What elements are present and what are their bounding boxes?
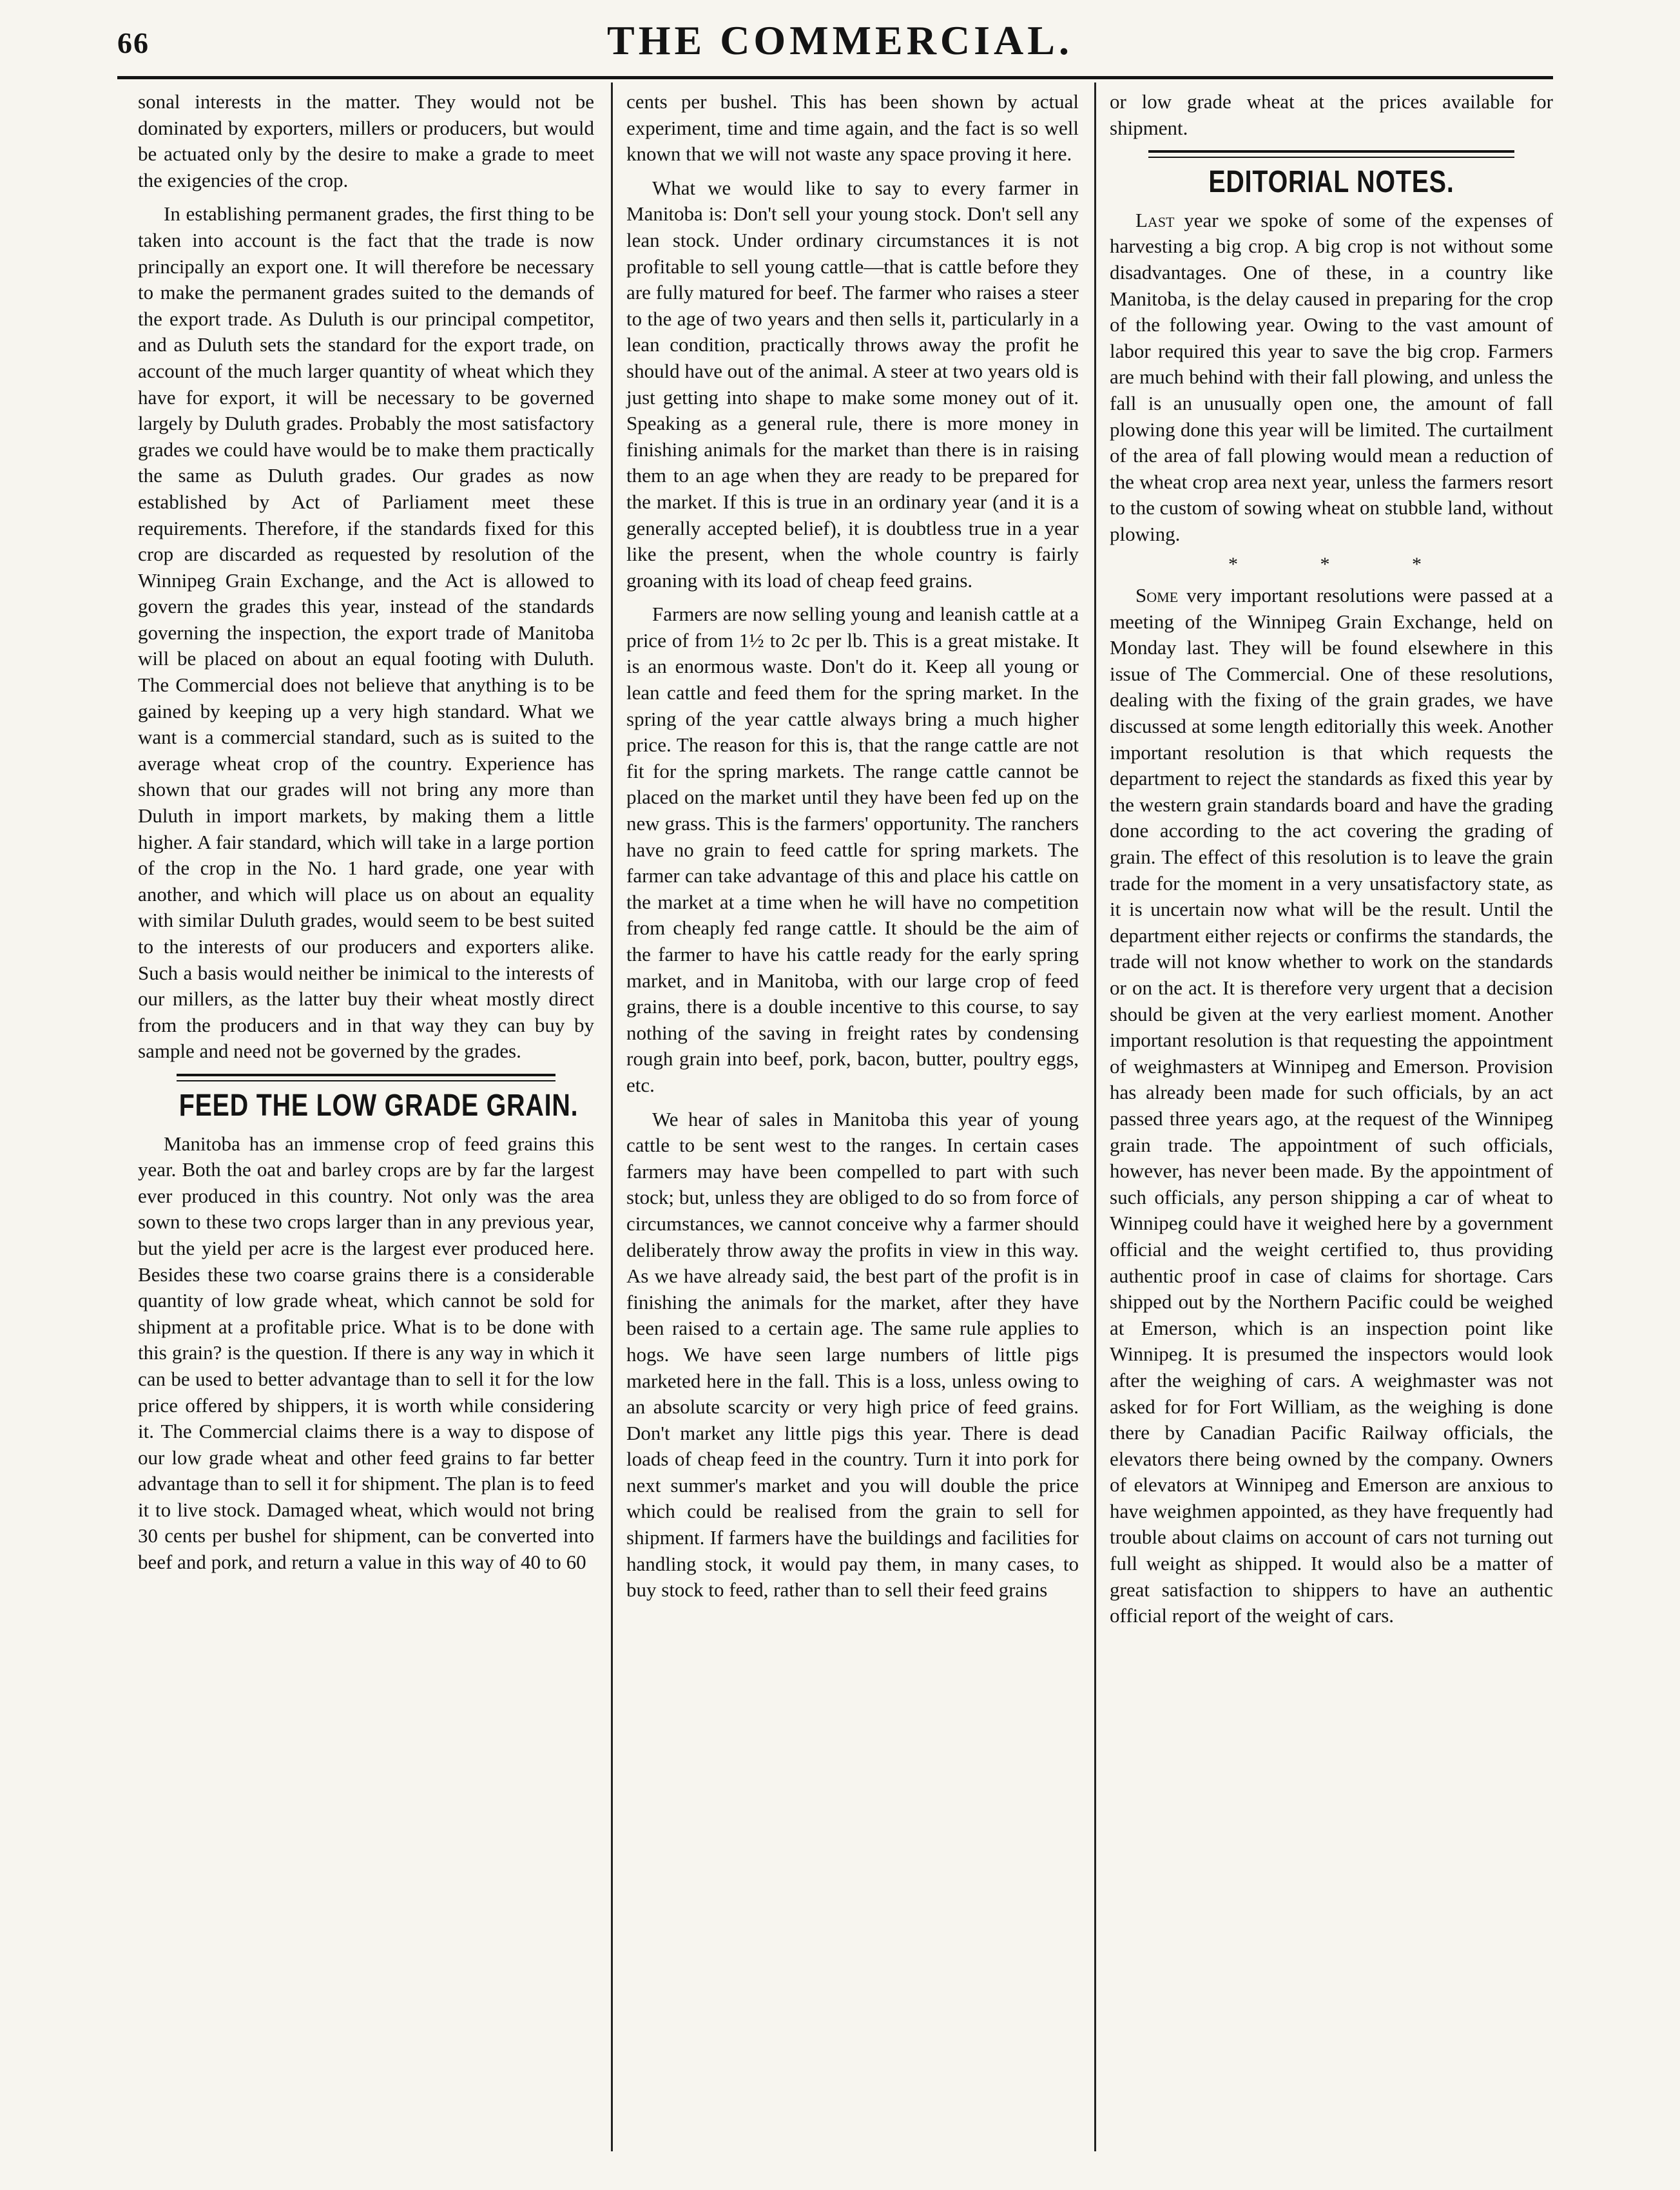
col2-paragraph-2: What we would like to say to every farmer in Manitoba is: Don't sell your young stock. Don't sell any lean stock. Under ordinary circumstances it is not profitable to sell young cattle—that is cattle before they are fully matured for beef. The farmer who raises a steer to the age of two years and then sells it, particularly in a lean condition, practically throws away the profit he should have out of the animal. A steer at two years old is just getting into shape to make some money out of it. Speaking as a general rule, there is more money in finishing animals for the market than there is in raising them to an age when they are ready to be prepared for the market. If this is true in an ordinary year (and it is a generally accepted belief), it is doubtless true in a year like the present, when the whole country is fairly groaning with its load of cheap feed grains. xyxy=(626,176,1079,592)
column-rule-right xyxy=(1094,82,1096,2151)
col2-paragraph-3: Farmers are now selling young and leanish cattle at a price of from 1½ to 2c per lb. This is a great mistake. It is an enormous waste. Don't do it. Keep all young or lean cattle and feed them for the spring market. In the spring of the year cattle always bring a much higher price. The reason for this is, that the range cattle are not fit for the spring markets. The range cattle cannot be placed on the market until they have been fed up on the new grass. This is the farmers' opportunity. The ranchers have no grain to feed cattle for spring markets. The farmer can take advantage of this and place his cattle on the market at a time when he will have no competition from cheaply fed range cattle. It should be the aim of the farmer to have his cattle ready for the early spring market, and in Manitoba, with our large crop of feed grains, there is a double incentive to this course, to say nothing of the saving in freight rates by condensing rough grain into beef, pork, bacon, butter, poultry eggs, etc. xyxy=(626,603,1079,1096)
col1-paragraph-3: Manitoba has an immense crop of feed grains this year. Both the oat and barley crops are by far the largest ever produced in this country. Not only was the area sown to these two crops larger than in any previous year, but the yield per acre is the largest ever produced here. Besides these two coarse grains there is a considerable quantity of low grade wheat, which cannot be sold for shipment at a profitable price. What is to be done with this grain? is the question. If there is any way in which it can be used to better advantage than to sell it for the low price offered by shippers, it is worth while considering it. The Commercial claims there is a way to dispose of our low grade wheat and other feed grains to far better advantage than to sell it for shipment. The plan is to feed it to live stock. Damaged wheat, which would not bring 30 cents per bushel for shipment, can be converted into beef and pork, and return a value in this way of 40 to 60 xyxy=(138,1132,594,1574)
lead-word: Some xyxy=(1135,584,1179,607)
masthead-rule xyxy=(117,76,1553,79)
col1-paragraph-2: In establishing permanent grades, the first thing to be taken into account is the fact that the trade is now principally an export one. It will therefore be necessary to make the permanent grades suited to the demands of the export trade. As Duluth is our principal competitor, and as Duluth sets the standard for the export trade, on account of the much larger quantity of wheat which they have for export, it will be necessary to be governed largely by Duluth grades. Probably the most satisfactory grades we could have would be to make them practically the same as Duluth grades. Our grades as now established by Act of Parliament meet these requirements. Therefore, if the standards fixed for this crop are discarded as requested by resolution of the Winnipeg Grain Exchange, and the Act is allowed to govern the grades this year, instead of the standards governing the inspection, the export trade of Manitoba will be placed on about an equal footing with Duluth. The Commercial does not believe that anything is to be gained by keeping up a very high standard. What we want is a commercial standard, such as is suited to the average wheat crop of the country. Experience has shown that our grades will not bring any more than Duluth in import markets, by making them a little higher. A fair standard, which will take in a large portion of the crop in the No. 1 hard grade, one year with another, and which will place us on about an equality with similar Duluth grades, would seem to be best suited to the interests of our producers and exporters alike. Such a basis would neither be inimical to the interests of our millers, as the latter buy their wheat mostly direct from the producers and in that way they can buy by sample and need not be governed by the grades. xyxy=(138,202,594,1063)
section-rule-thin xyxy=(1148,157,1514,158)
section-heading-editorial-notes: EDITORIAL NOTES. xyxy=(1208,165,1454,200)
section-rule-thin xyxy=(177,1080,555,1081)
lead-word: Last xyxy=(1135,208,1175,231)
section-separator-stars: * * * xyxy=(1228,553,1460,575)
paragraph-text: very important resolutions were passed at a meeting of the Winnipeg Grain Exchange, held on Monday last. They will be found elsewhere in this issue of The Commercial. One of these resolutions, dealing with the fixing of the grain grades, we have discussed at some length editorially this week. Another important resolution is that which requests the department to reject the standards as fixed this year by the western grain standards board and have the grading done according to the act covering the grading of grain. The effect of this resolution is to leave the grain trade for the moment in a very unsatisfactory state, as it is uncertain now what will be the result. Until the department either rejects or confirms the standards, the trade will not know whether to work on the standards or on the act. It is therefore very urgent that a decision should be given at the very earliest moment. Another important resolution is that requesting the appointment of weighmasters at Winnipeg and Emerson. Provision has already been made for such officials, by an act passed three years ago, at the request of the Winnipeg grain trade. The appointment of such officials, however, has never been made. By the appointment of such officials, any person shipping a car of wheat to Winnipeg could have it weighed here by a government official and the weight certified to, thus providing authentic proof in case of claims for shortage. Cars shipped out by the Northern Pacific could be weighed at Emerson, which is an inspection point like Winnipeg. It is presumed the inspectors would look after the weighing of cars. A weighmaster was not asked for for Fort William, as the weighing is done there by Canadian Pacific Railway officials, the elevators there being owned by the company. Owners of elevators at Winnipeg and Emerson are anxious to have weighmen appointed, as they have frequently had trouble about claims on account of cars not turning out full weight as shipped. It would also be a matter of great satisfaction to shippers to have an authentic official report of the weight of cars. xyxy=(1110,584,1553,1627)
masthead-title: THE COMMERCIAL. xyxy=(607,17,1073,63)
column-1 xyxy=(138,89,594,1576)
column-rule-left xyxy=(611,82,613,2151)
col1-paragraph-1: sonal interests in the matter. They would not be dominated by exporters, millers or producers, but would be actuated only by the desire to make a grade to meet the exigencies of the crop. xyxy=(138,90,594,191)
col3-paragraph-1: or low grade wheat at the prices available for shipment. xyxy=(1110,90,1553,139)
article-heading-feed-grain: FEED THE LOW GRADE GRAIN. xyxy=(179,1088,579,1123)
col3-paragraph-2 xyxy=(1110,208,1553,548)
section-rule xyxy=(1148,150,1514,153)
paragraph-text: year we spoke of some of the expenses of harvesting a big crop. A big crop is not without some disadvantages. One of these, in a country like Manitoba, is the delay caused in preparing for the crop of the following year. Owing to the vast amount of labor required this year to save the big crop. Farmers are much behind with their fall plowing, and unless the fall is an unusually open one, the amount of fall plowing done this year will be limited. The curtailment of the area of fall plowing would mean a reduction of the wheat crop area next year, unless the farmers resort to the custom of sowing wheat on stubble land, without plowing. xyxy=(1110,208,1553,545)
col3-paragraph-3 xyxy=(1110,583,1553,1629)
col2-paragraph-1: cents per bushel. This has been shown by actual experiment, time and time again, and the fact is so well known that we will not waste any space proving it here. xyxy=(626,90,1079,166)
column-3 xyxy=(1110,89,1553,1629)
col2-paragraph-4: We hear of sales in Manitoba this year of young cattle to be sent west to the ranges. In certain cases farmers may have been compelled to part with such stock; but, unless they are obliged to do so from force of circumstances, we cannot conceive why a farmer should deliberately throw away the profits in view in this way. As we have already said, the best part of the profit is in finishing the animals for the market, after they have been raised to a certain age. The same rule applies to hogs. We have seen large numbers of little pigs marketed here in the fall. This is a loss, unless owing to an absolute scarcity or very high price of feed grains. Don't market any little pigs this year. There is dead loads of cheap feed in the country. Turn it into pork for next summer's market and you will double the price which could be realised from the grain to sell for shipment. If farmers have the buildings and facilities for handling stock, it would pay them, in many cases, to buy stock to feed, rather than to sell their feed grains xyxy=(626,1107,1079,1602)
page-number: 66 xyxy=(117,26,150,59)
section-rule xyxy=(177,1074,555,1076)
column-2 xyxy=(626,89,1079,1604)
